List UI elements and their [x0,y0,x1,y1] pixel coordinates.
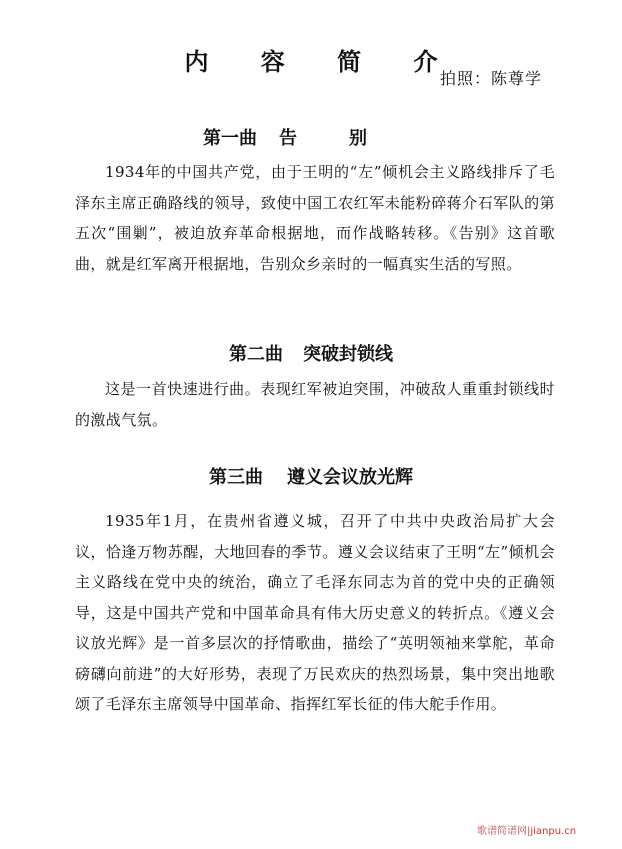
section-number: 第二曲 [229,344,283,365]
page-title: 内 容 简 介 [184,48,460,76]
section-name: 遵义会议放光辉 [287,467,413,488]
section-heading-1 [0,124,622,150]
watermark-separator: | [527,826,531,837]
section-heading-2 [0,340,622,366]
section-paragraph-1: 1934年的中国共产党，由于王明的“左”倾机会主义路线排斥了毛泽东主席正确路线的领导，致使中国工农红军未能粉碎蒋介石军队的第五次“围剿”，被迫放弃革命根据地，而作战略转移。《告别》这首歌曲，就是红军离开根据地，告别众乡亲时的一幅真实生活的写照。 [75,163,555,273]
section-paragraph-3: 1935年1月，在贵州省遵义城，召开了中共中央政治局扩大会议，恰逢万物苏醒，大地回春的季节。遵义会议结束了王明“左”倾机会主义路线在党中央的统治，确立了毛泽东同志为首的党中央的正确领导，这是中国共产党和中国革命具有伟大历史意义的转折点。《遵义会议放光辉》是一首多层次的抒情歌曲，描绘了“英明领袖来掌舵，革命磅礴向前进”的大好形势，表现了万民欢庆的热烈场景，集中突出地歌颂了毛泽东主席领导中国革命、指挥红军长征的伟大舵手作用。 [75,512,555,713]
watermark [477,822,576,837]
section-name: 突破封锁线 [303,344,393,365]
watermark-url: jianpu.cn [530,826,577,837]
section-number: 第三曲 [209,467,263,488]
section-name: 告别 [279,128,419,149]
section-paragraph-2: 这是一首快速进行曲。表现红军被迫突围，冲破敌人重重封锁线时的激战气氛。 [75,380,555,429]
photo-credit: 拍照：陈尊学 [440,69,543,88]
section-number: 第一曲 [203,128,257,149]
section-heading-3 [0,463,622,489]
watermark-site-name: 歌谱简谱网 [477,826,527,837]
